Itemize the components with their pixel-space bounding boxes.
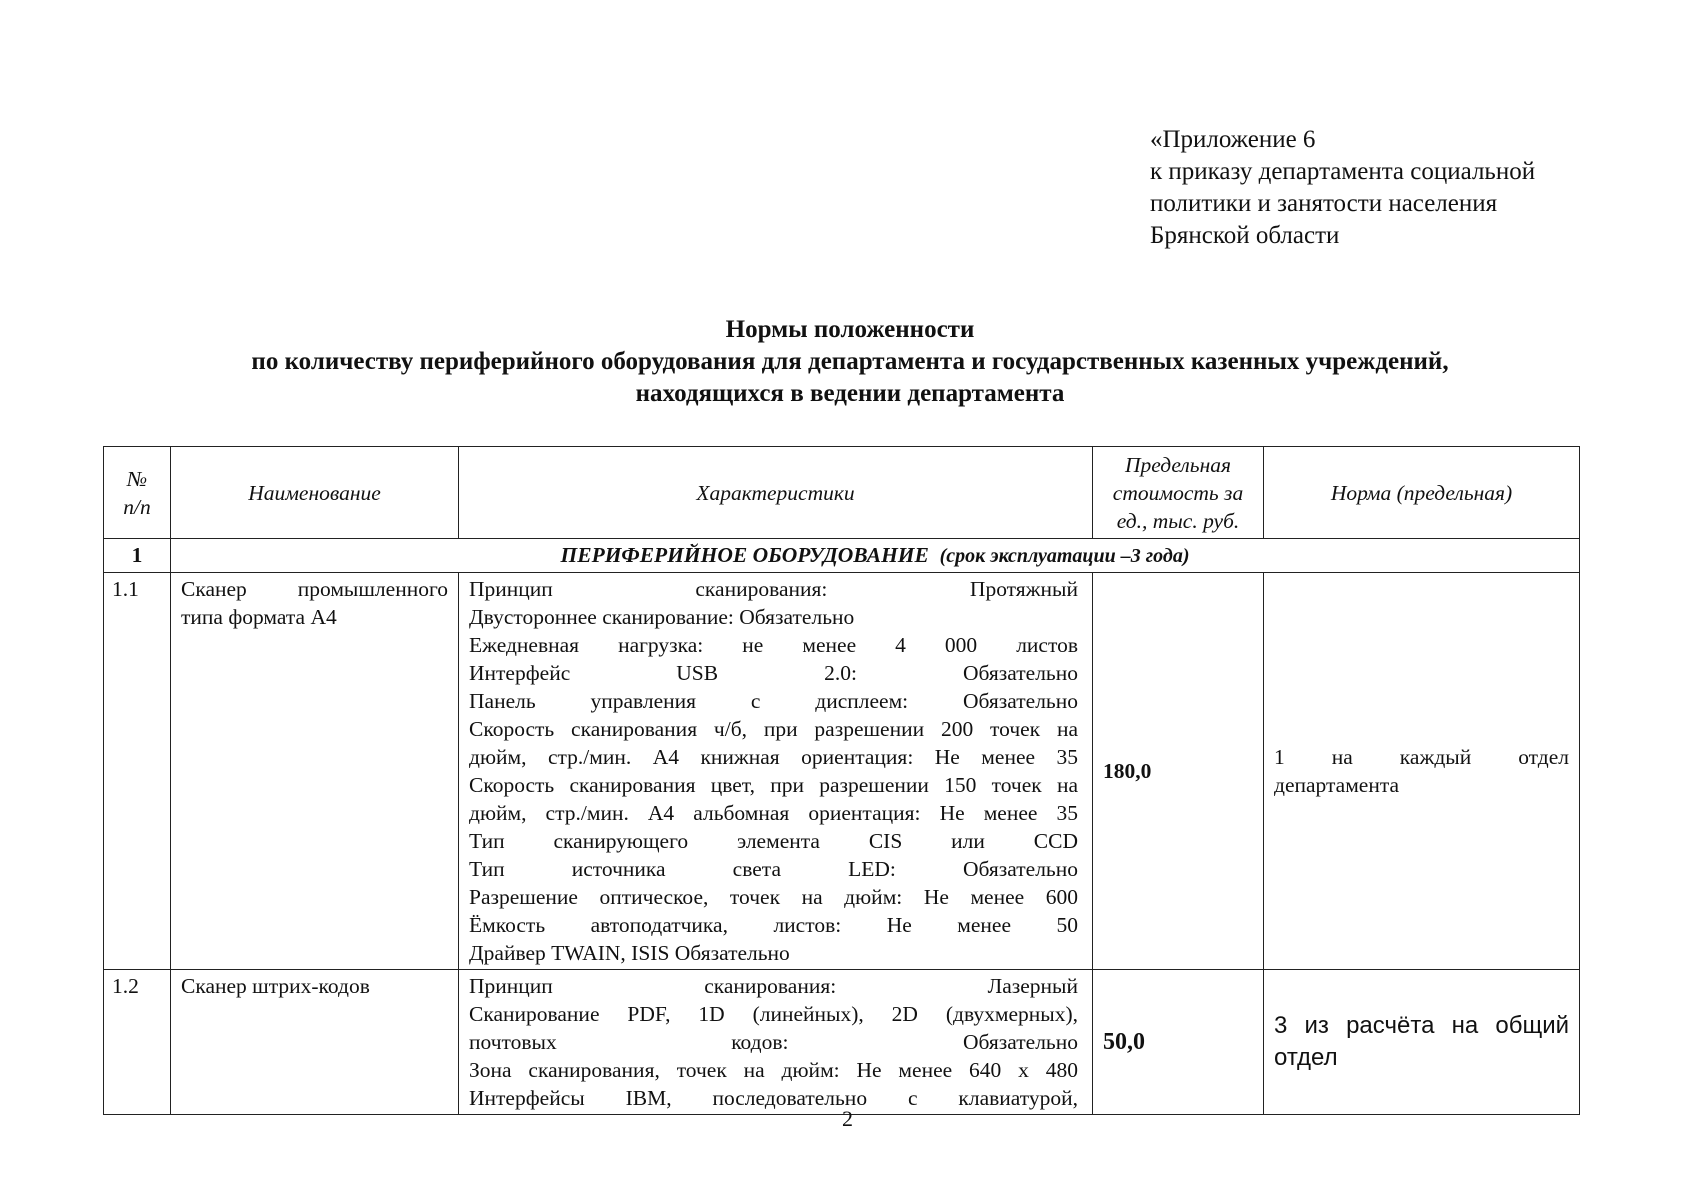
char-line: Ёмкость автоподатчика, листов: Не менее 50	[469, 913, 1078, 937]
header-price-line-3: ед., тыс. руб.	[1116, 508, 1240, 533]
row-price: 180,0	[1093, 573, 1264, 970]
title-line-3: находящихся в ведении департамента	[635, 380, 1065, 407]
char-line: Принцип сканирования: Лазерный	[469, 974, 1078, 998]
row-characteristics	[459, 573, 1093, 970]
char-line: дюйм, стр./мин. А4 книжная ориентация: Не менее 35	[469, 745, 1078, 769]
section-subtitle: (срок эксплуатации –3 года)	[939, 545, 1190, 567]
row-name: Сканер штрих-кодов	[171, 970, 459, 1115]
header-characteristics: Характеристики	[459, 447, 1093, 539]
appendix-line-2: к приказу департамента социальной	[1150, 158, 1536, 185]
char-line: Тип сканирующего элемента CIS или CCD	[469, 829, 1078, 853]
section-row	[104, 539, 1580, 573]
header-num-line-1: №	[126, 466, 148, 491]
row-name-text: Сканер промышленного типа формата А4	[181, 577, 448, 629]
norm-line-2: отдел	[1274, 1044, 1338, 1071]
row-price: 50,0	[1093, 970, 1264, 1115]
char-line: Зона сканирования, точек на дюйм: Не менее 640 х 480	[469, 1058, 1078, 1082]
char-line: Интерфейс USB 2.0: Обязательно	[469, 661, 1078, 685]
norm-line-2: департамента	[1274, 773, 1400, 797]
row-number: 1.2	[104, 970, 171, 1115]
title-line-1: Нормы положенности	[725, 316, 975, 343]
appendix-line-3: политики и занятости населения	[1150, 190, 1498, 217]
char-line: Скорость сканирования цвет, при разрешении 150 точек на	[469, 773, 1078, 797]
section-title-text: ПЕРИФЕРИЙНОЕ ОБОРУДОВАНИЕ	[560, 543, 929, 567]
row-characteristics	[459, 970, 1093, 1115]
row-number: 1.1	[104, 573, 171, 970]
section-title	[171, 539, 1580, 573]
norm-line-1: 1 на каждый отдел	[1274, 745, 1569, 769]
header-price	[1093, 447, 1264, 539]
char-line: Драйвер TWAIN, ISIS Обязательно	[469, 941, 790, 965]
char-line: Двустороннее сканирование: Обязательно	[469, 605, 855, 629]
page-number: 2	[842, 1106, 853, 1131]
header-num	[104, 447, 171, 539]
char-line: Сканирование PDF, 1D (линейных), 2D (двухмерных),	[469, 1002, 1078, 1026]
char-line: дюйм, стр./мин. А4 альбомная ориентация: Не менее 35	[469, 801, 1078, 825]
section-number: 1	[104, 539, 171, 573]
header-norm: Норма (предельная)	[1264, 447, 1580, 539]
appendix-line-1: «Приложение 6	[1150, 126, 1316, 153]
norms-table	[103, 446, 1580, 1115]
char-line: Интерфейсы IBM, последовательно с клавиатурой,	[469, 1086, 1078, 1110]
table-row	[104, 573, 1580, 970]
appendix-note	[1150, 124, 1535, 252]
row-norm	[1264, 573, 1580, 970]
char-line: Скорость сканирования ч/б, при разрешении 200 точек на	[469, 717, 1078, 741]
char-line: почтовых кодов: Обязательно	[469, 1030, 1078, 1054]
header-num-line-2: п/п	[123, 494, 151, 519]
header-name: Наименование	[171, 447, 459, 539]
row-norm	[1264, 970, 1580, 1115]
char-line: Ежедневная нагрузка: не менее 4 000 листов	[469, 633, 1078, 657]
char-line: Принцип сканирования: Протяжный	[469, 577, 1078, 601]
header-price-line-2: стоимость за	[1112, 480, 1244, 505]
appendix-line-4: Брянской области	[1150, 222, 1340, 249]
char-line: Панель управления с дисплеем: Обязательно	[469, 689, 1078, 713]
table-row	[104, 970, 1580, 1115]
title-line-2: по количеству периферийного оборудования для департамента и государственных казенных учреждений,	[251, 348, 1449, 375]
norm-line-1: 3 из расчёта на общий	[1274, 1012, 1569, 1039]
char-line: Тип источника света LED: Обязательно	[469, 857, 1078, 881]
char-line: Разрешение оптическое, точек на дюйм: Не менее 600	[469, 885, 1078, 909]
row-name	[171, 573, 459, 970]
header-price-line-1: Предельная	[1125, 452, 1231, 477]
header-row	[104, 447, 1580, 539]
document-title	[100, 314, 1600, 410]
